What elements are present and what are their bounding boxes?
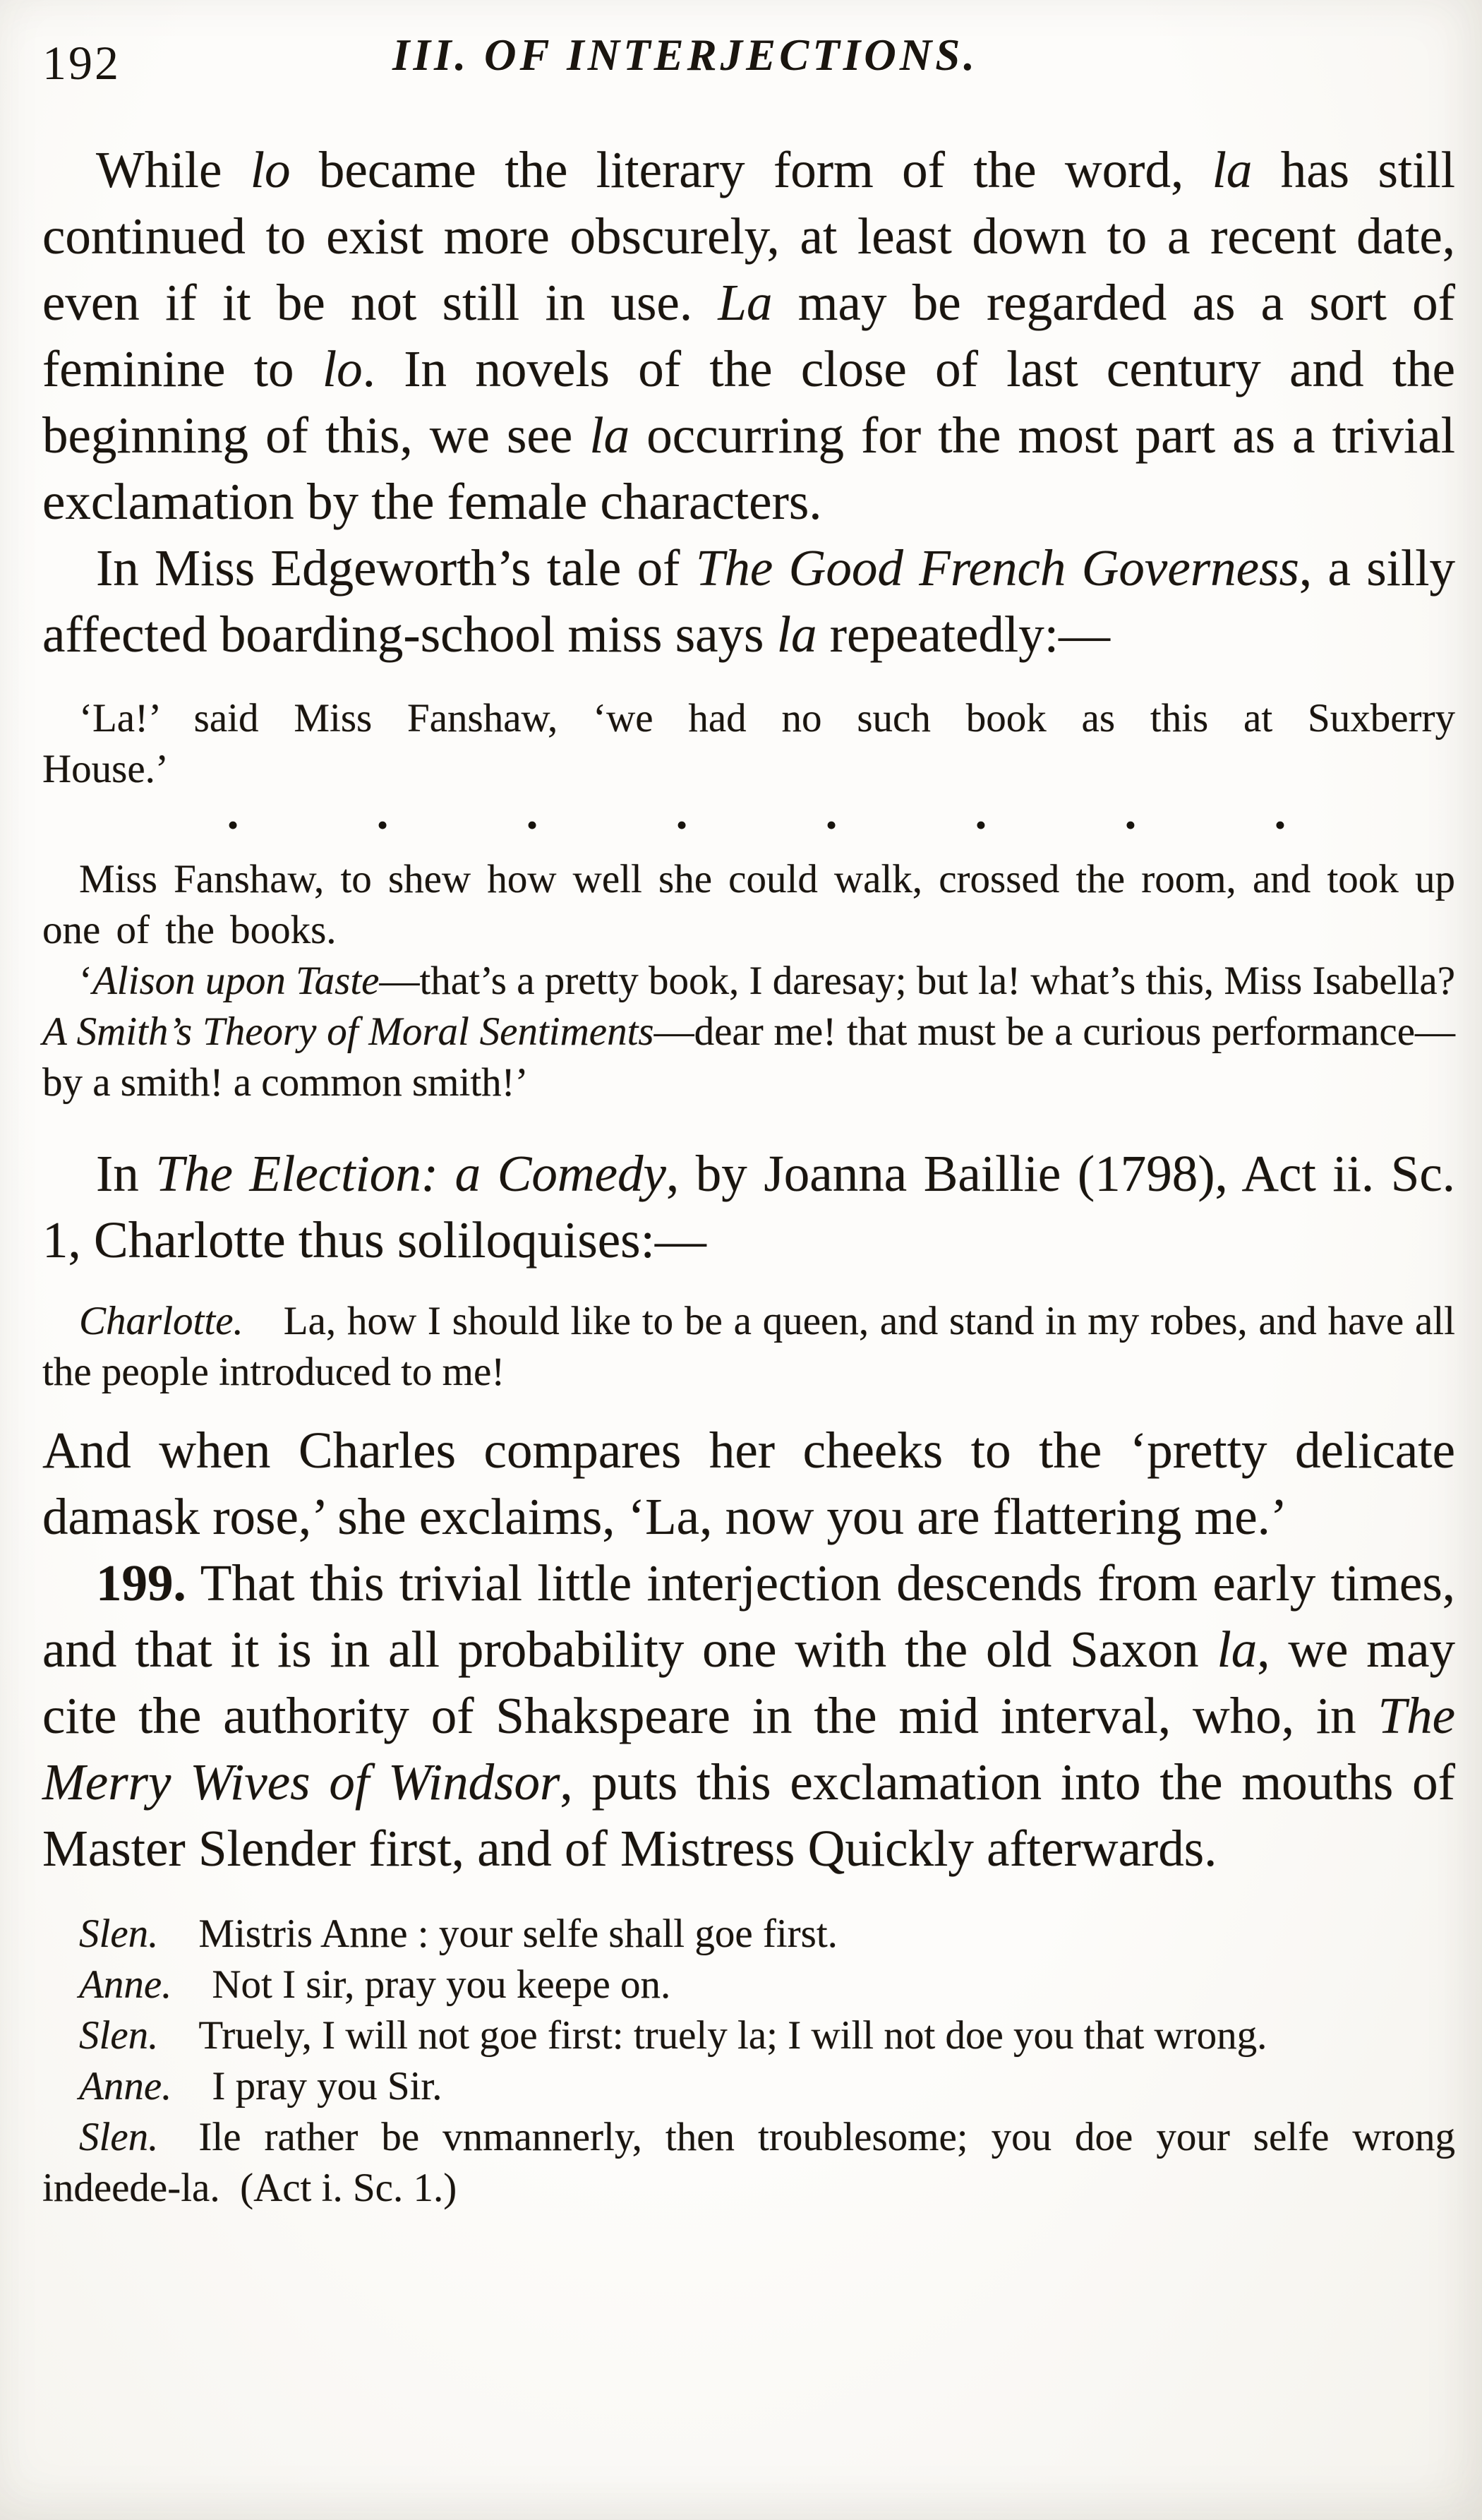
text-run: . In novels of the close of last century and the beginning of this, we see <box>42 340 1455 464</box>
quote-alison-upon-taste <box>42 956 1455 1108</box>
paragraph-199 <box>42 1550 1455 1882</box>
text-run: And when Charles compares her cheeks to the ‘pretty delicate damask rose,’ she exclaims, ‘La, now you are flattering me.’ <box>42 1422 1455 1545</box>
text-run: Charlotte. <box>79 1299 243 1343</box>
text-run: ‘La!’ said Miss Fanshaw, ‘we had no such book as this at Suxberry House.’ <box>42 696 1455 791</box>
text-run: —dear me! that must be a curious performance—by a smith! a common smith!’ <box>42 1009 1455 1105</box>
dialogue-line <box>42 2112 1455 2214</box>
separator-dot-icon: • <box>975 807 987 843</box>
text-run: Slen. <box>79 1912 159 1956</box>
text-run: In Miss Edgeworth’s tale of <box>96 539 696 596</box>
text-run: may be regarded as a sort of feminine to <box>42 274 1455 397</box>
quote-charlotte <box>42 1296 1455 1398</box>
text-run: While <box>96 141 251 198</box>
separator-dot-icon: • <box>376 807 389 843</box>
text-run: —that’s a pretty book, I daresay; but la! what’s this, Miss Isabella? <box>379 959 1455 1003</box>
paragraph-edgeworth <box>42 535 1455 668</box>
text-run: la <box>1217 1621 1258 1678</box>
running-header: III. OF INTERJECTIONS. <box>392 30 979 80</box>
text-run: , puts this exclamation into the mouths of Master Slender first, and of Mistress Quickly afterwards. <box>42 1753 1455 1877</box>
text-run: Miss Fanshaw, to shew how well she could walk, crossed the room, and took up one of the books. <box>42 857 1455 952</box>
text-run: , we may cite the authority of Shakspeare in the mid interval, who, in <box>42 1621 1455 1744</box>
dialogue-line <box>42 1960 1455 2010</box>
text-run: Slen. <box>79 2115 159 2159</box>
dialogue-merry-wives <box>42 1909 1455 2214</box>
text-run: , a silly affected boarding-school miss says <box>42 539 1456 663</box>
text-run: Alison upon Taste <box>92 959 380 1003</box>
quote-fanshaw-walk <box>42 854 1455 956</box>
text-run: Truely, I will not goe first: truely la; I will not doe you that wrong. <box>158 2013 1267 2058</box>
quote-la-fanshaw <box>42 693 1455 795</box>
page-body <box>42 137 1455 2214</box>
text-run: has still continued to exist more obscurely, at least down to a recent date, even if it be not still in use. <box>42 141 1455 331</box>
page-header <box>42 30 1455 99</box>
text-run: 199. <box>96 1554 186 1612</box>
text-run: A Smith’s Theory of Moral Sentiments <box>42 1009 654 1054</box>
text-run: , by Joanna Baillie (1798), Act ii. Sc. 1, Charlotte thus soliloquises:— <box>42 1145 1455 1268</box>
text-run: The Merry Wives of Windsor <box>42 1687 1455 1811</box>
text-run: repeatedly:— <box>817 606 1110 663</box>
dialogue-line <box>42 1909 1455 1960</box>
dialogue-line <box>42 2061 1455 2112</box>
paragraph-while-lo <box>42 137 1455 535</box>
separator-dot-icon: • <box>675 807 688 843</box>
text-run: In <box>96 1145 156 1202</box>
separator-dot-icon: • <box>526 807 538 843</box>
text-run: la <box>1212 141 1253 198</box>
page-number: 192 <box>42 36 121 90</box>
text-run: That this trivial little interjection descends from early times, and that it is in all probability one with the old Saxon <box>42 1554 1455 1678</box>
text-run: lo <box>250 141 291 198</box>
text-run: Not I sir, pray you keepe on. <box>171 1962 671 2007</box>
text-run: Anne. <box>79 1962 172 2007</box>
text-run: Mistris Anne : your selfe shall goe first. <box>158 1912 838 1956</box>
paragraph-and-when <box>42 1417 1455 1550</box>
text-run: lo <box>322 340 363 397</box>
paragraph-election <box>42 1141 1455 1273</box>
text-run: la <box>776 606 817 663</box>
text-run: I pray you Sir. <box>171 2064 442 2108</box>
text-run: Ile rather be vnmannerly, then troublesome; you doe your selfe wrong indeede-la. (Act i. Sc. 1.) <box>42 2115 1455 2210</box>
separator-dot-icon: • <box>227 807 239 843</box>
text-run: La, how I should like to be a queen, and stand in my robes, and have all the people introduced to me! <box>42 1299 1455 1394</box>
separator-dot-icon: • <box>825 807 838 843</box>
text-run: Anne. <box>79 2064 172 2108</box>
separator-dot-icon: • <box>1124 807 1137 843</box>
text-run: ‘ <box>79 959 92 1003</box>
text-run: The Election: a Comedy <box>155 1145 666 1202</box>
text-run: La <box>718 274 773 331</box>
text-run: occurring for the most part as a trivial exclamation by the female characters. <box>42 407 1455 530</box>
separator-dot-icon: • <box>1274 807 1286 843</box>
text-run: la <box>589 407 630 464</box>
dialogue-line <box>42 2010 1455 2061</box>
text-run: became the literary form of the word, <box>290 141 1212 198</box>
text-run: Slen. <box>79 2013 159 2058</box>
ellipsis-separator <box>227 803 1286 847</box>
text-run: The Good French Governess <box>695 539 1299 596</box>
